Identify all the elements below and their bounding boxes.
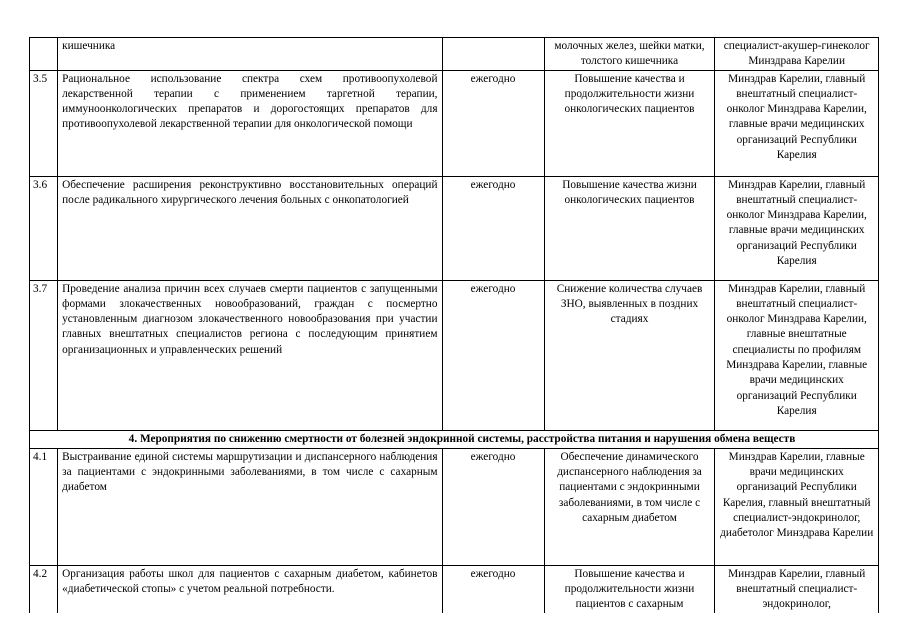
period-cell bbox=[442, 38, 544, 71]
period-cell: ежегодно bbox=[442, 280, 544, 430]
table-row bbox=[30, 70, 879, 176]
period-cell: ежегодно bbox=[442, 176, 544, 280]
activity-cell: Обеспечение расширения реконструктивно восстановительных операций после радикального хирургического лечения больных с онкопатологией bbox=[58, 176, 442, 280]
result-cell: Снижение количества случаев ЗНО, выявленных в поздних стадиях bbox=[544, 280, 715, 430]
table-row bbox=[30, 448, 879, 565]
period-cell: ежегодно bbox=[442, 70, 544, 176]
table-row bbox=[30, 280, 879, 430]
section-heading: 4. Мероприятия по снижению смертности от болезней эндокринной системы, расстройства питания и нарушения обмена веществ bbox=[30, 430, 879, 448]
row-number: 4.1 bbox=[30, 448, 58, 565]
responsible-cell: специалист-акушер-гинеколог Минздрава Карелии bbox=[715, 38, 879, 71]
document-page bbox=[29, 37, 879, 613]
row-number: 4.2 bbox=[30, 565, 58, 613]
section-heading-row bbox=[30, 430, 879, 448]
row-number bbox=[30, 38, 58, 71]
responsible-cell: Минздрав Карелии, главный внештатный специалист-онколог Минздрава Карелии, главные врачи медицинских организаций Республики Карелия bbox=[715, 176, 879, 280]
activity-cell: Проведение анализа причин всех случаев смерти пациентов с запущенными формами злокачественных новообразований, граждан с посмертно установленным диагнозом злокачественного новообразования при участии главных внештатных специалистов региона с последующим принятием организационных и управленческих решений bbox=[58, 280, 442, 430]
table-row bbox=[30, 38, 879, 71]
period-cell: ежегодно bbox=[442, 448, 544, 565]
responsible-cell: Минздрав Карелии, главный внештатный специалист-онколог Минздрава Карелии, главные врачи медицинских организаций Республики Карелия bbox=[715, 70, 879, 176]
activity-cell: Организация работы школ для пациентов с сахарным диабетом, кабинетов «диабетической стопы» с учетом реальной потребности. bbox=[58, 565, 442, 613]
row-number: 3.7 bbox=[30, 280, 58, 430]
result-cell: Повышение качества и продолжительности жизни онкологических пациентов bbox=[544, 70, 715, 176]
result-cell: молочных желез, шейки матки, толстого кишечника bbox=[544, 38, 715, 71]
measures-table bbox=[29, 37, 879, 613]
responsible-cell: Минздрав Карелии, главный внештатный специалист-эндокринолог, bbox=[715, 565, 879, 613]
result-cell: Повышение качества жизни онкологических пациентов bbox=[544, 176, 715, 280]
responsible-cell: Минздрав Карелии, главный внештатный специалист-онколог Минздрава Карелии, главные внештатные специалисты по профилям Минздрава Карелии, главные врачи медицинских организаций Республики Карелия bbox=[715, 280, 879, 430]
period-cell: ежегодно bbox=[442, 565, 544, 613]
row-number: 3.5 bbox=[30, 70, 58, 176]
activity-cell: Рациональное использование спектра схем противоопухолевой лекарственной терапии с применением таргетной терапии, иммуноонкологических препаратов и дорогостоящих препаратов для противоопухолевой лекарственной терапии для онкологической помощи bbox=[58, 70, 442, 176]
table-row bbox=[30, 565, 879, 613]
responsible-cell: Минздрав Карелии, главные врачи медицинских организаций Республики Карелия, главный внештатный специалист-эндокринолог, диабетолог Минздрава Карелии bbox=[715, 448, 879, 565]
activity-cell: кишечника bbox=[58, 38, 442, 71]
row-number: 3.6 bbox=[30, 176, 58, 280]
result-cell: Обеспечение динамического диспансерного наблюдения за пациентами с эндокринными заболеваниями, в том числе с сахарным диабетом bbox=[544, 448, 715, 565]
result-cell: Повышение качества и продолжительности жизни пациентов с сахарным bbox=[544, 565, 715, 613]
table-row bbox=[30, 176, 879, 280]
activity-cell: Выстраивание единой системы маршрутизации и диспансерного наблюдения за пациентами с эндокринными заболеваниями, в том числе с сахарным диабетом bbox=[58, 448, 442, 565]
